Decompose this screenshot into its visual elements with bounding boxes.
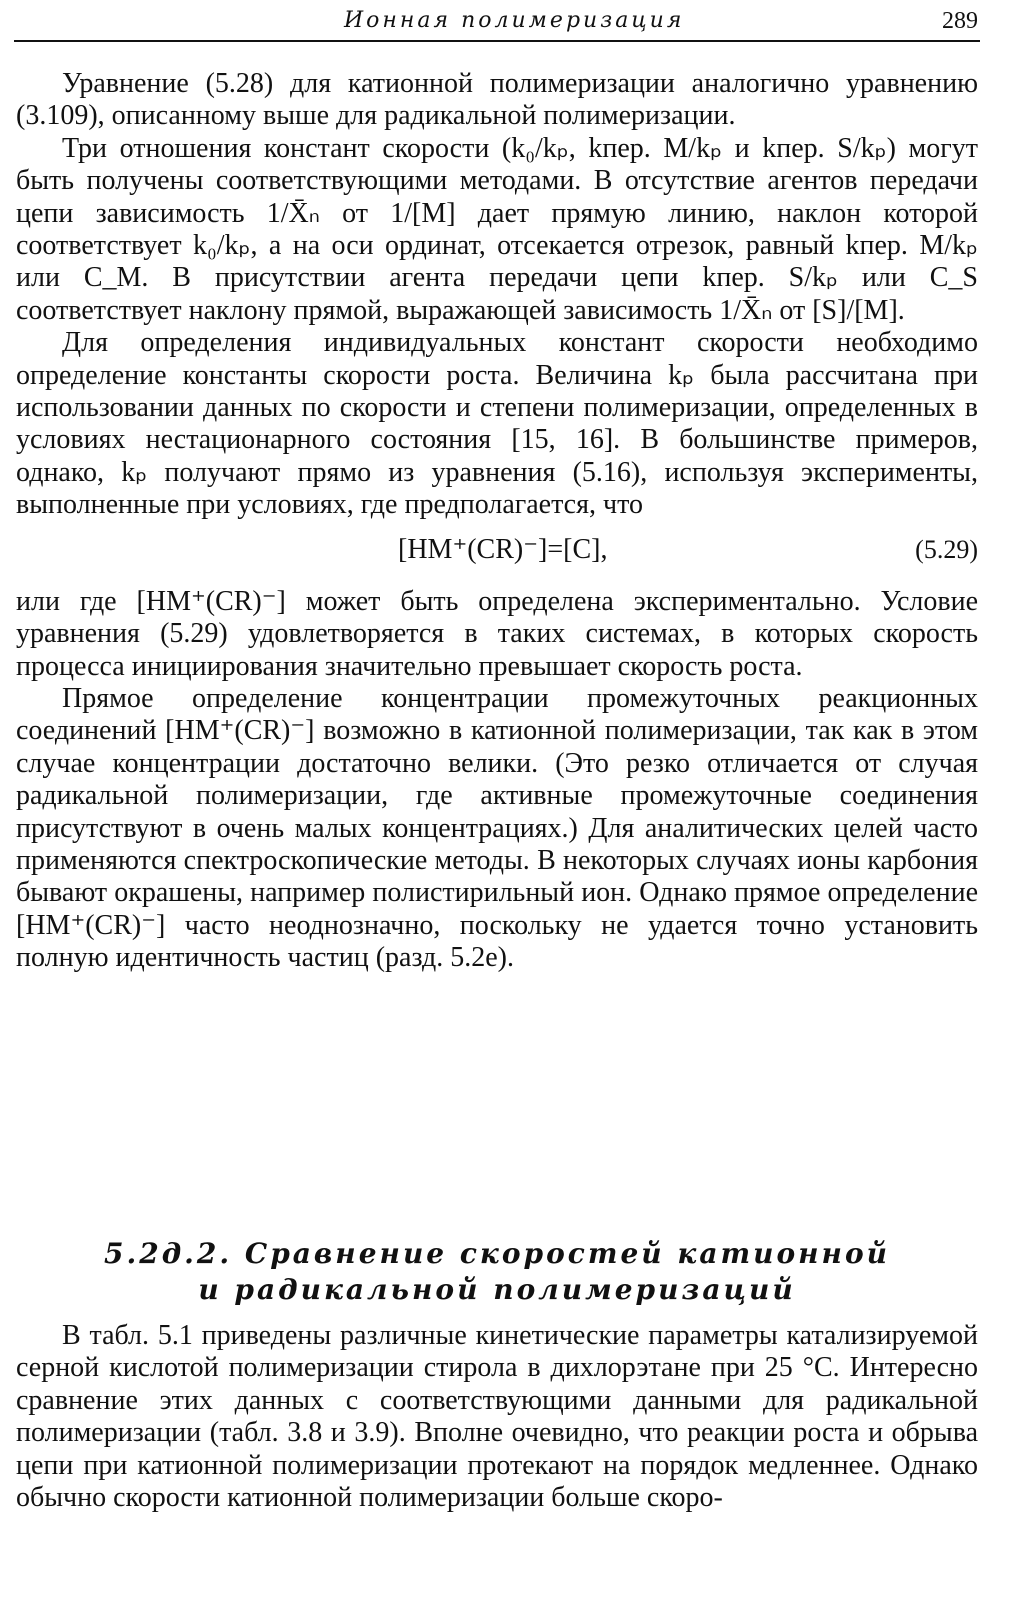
section-heading bbox=[16, 1236, 978, 1308]
paragraph: или где [HM⁺(CR)⁻] может быть определена экспериментально. Условие уравнения (5.29) удовлетворяется в таких системах, в которых скорость процесса инициирования значительно превышает скорость роста. bbox=[16, 585, 978, 682]
page-number: 289 bbox=[942, 8, 978, 34]
paragraph: В табл. 5.1 приведены различные кинетические параметры катализируемой серной кислотой полимеризации стирола в дихлорэтане при 25 °С. Интересно сравнение этих данных с соответствующими данными для радикальной полимеризации (табл. 3.8 и 3.9). Вполне очевидно, что реакции роста и обрыва цепи при катионной полимеризации протекают на порядок медленнее. Однако обычно скорости катионной полимеризации больше скоро- bbox=[16, 1320, 978, 1514]
paragraph: Три отношения констант скорости (k₀/kₚ, kпер. M/kₚ и kпер. S/kₚ) могут быть получены соответствующими методами. В отсутствие агентов передачи цепи зависимость 1/X̄ₙ от 1/[M] дает прямую линию, наклон которой соответствует k₀/kₚ, а на оси ординат, отсекается отрезок, равный kпер. M/kₚ или C_M. В присутствии агента передачи цепи kпер. S/kₚ или C_S соответствует наклону прямой, выражающей зависимость 1/X̄ₙ от [S]/[M]. bbox=[16, 132, 978, 326]
page-header bbox=[14, 6, 980, 42]
section-heading-line: 5.2д.2. Сравнение скоростей катионной bbox=[104, 1237, 890, 1270]
equation-formula: [HM⁺(CR)⁻]=[C], bbox=[398, 533, 608, 565]
running-title: Ионная полимеризация bbox=[344, 8, 685, 33]
main-text bbox=[16, 68, 978, 975]
equation-number: (5.29) bbox=[915, 534, 978, 564]
section-text bbox=[16, 1320, 978, 1514]
section-heading-line: и радикальной полимеризаций bbox=[198, 1273, 796, 1306]
paragraph: Для определения индивидуальных констант скорости необходимо определение константы скорости роста. Величина kₚ была рассчитана при использовании данных по скорости и степени полимеризации, определенных в условиях нестационарного состояния [15, 16]. В большинстве примеров, однако, kₚ получают прямо из уравнения (5.16), используя эксперименты, выполненные при условиях, где предполагается, что bbox=[16, 327, 978, 521]
paragraph: Прямое определение концентрации промежуточных реакционных соединений [HM⁺(CR)⁻] возможно в катионной полимеризации, так как в этом случае концентрации достаточно велики. (Это резко отличается от случая радикальной полимеризации, где активные промежуточные соединения присутствуют в очень малых концентрациях.) Для аналитических целей часто применяются спектроскопические методы. В некоторых случаях ионы карбония бывают окрашены, например полистирильный ион. Однако прямое определение [HM⁺(CR)⁻] часто неоднозначно, поскольку не удается точно установить полную идентичность частиц (разд. 5.2е). bbox=[16, 682, 978, 974]
equation-5-29 bbox=[16, 522, 978, 586]
paragraph: Уравнение (5.28) для катионной полимеризации аналогично уравнению (3.109), описанному выше для радикальной полимеризации. bbox=[16, 68, 978, 132]
